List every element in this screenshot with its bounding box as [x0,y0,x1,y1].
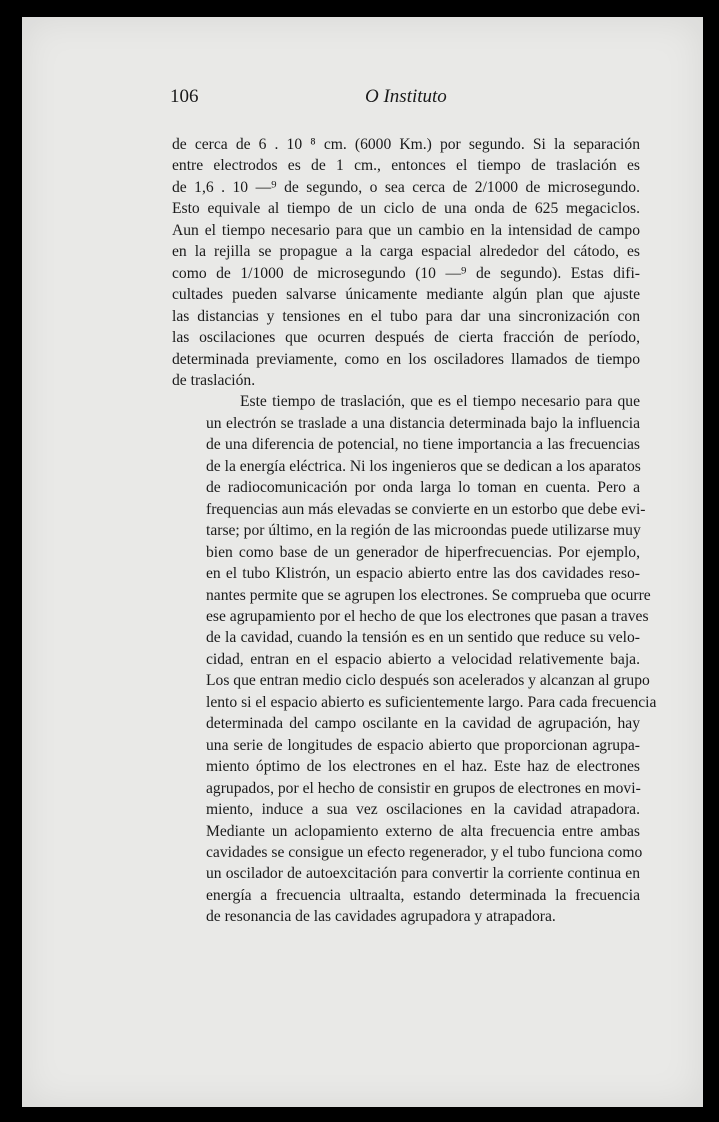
running-title: O Instituto [365,86,447,107]
text-line: Aun el tiempo necesario para que un cambio en la intensidad de campo [172,221,640,239]
text-line: energía a frecuencia ultraalta, estando determinada la frecuencia [206,886,640,904]
text-line: de cerca de 6 . 10 ⁸ cm. (6000 Km.) por segundo. Si la separación [172,136,640,153]
text-line: cultades pueden salvarse únicamente mediante algún plan que ajuste [172,286,640,304]
page-header [170,86,640,110]
text-line: Los que entran medio ciclo después son acelerados y alcanzan al grupo [206,672,650,690]
text-line: de resonancia de las cavidades agrupadora y atrapadora. [206,908,556,926]
text-line: nantes permite que se agrupen los electrones. Se comprueba que ocurre [206,586,651,604]
text-line: de traslación. [172,371,256,389]
text-line: determinada del campo oscilante en la cavidad de agrupación, hay [206,715,640,733]
text-line: agrupados, por el hecho de consistir en grupos de electrones en movi- [206,779,641,797]
text-line: Este tiempo de traslación, que es el tiempo necesario para que [240,393,640,411]
text-line: entre electrodos es de 1 cm., entonces el tiempo de traslación es [172,157,640,175]
text-line: de la energía eléctrica. Ni los ingenieros que se dedican a los aparatos [206,457,641,475]
text-line: de 1,6 . 10 —⁹ de segundo, o sea cerca de 2/1000 de microsegundo. [172,178,640,196]
text-line: tarse; por último, en la región de las microondas puede utilizarse muy [206,522,641,540]
text-line: miento óptimo de los electrones en el haz. Este haz de electrones [206,758,640,776]
text-line: ese agrupamiento por el hecho de que los electrones que pasan a traves [206,607,649,625]
text-line: cidad, entran en el espacio abierto a velocidad relativemente baja. [206,650,640,668]
text-line: de una diferencia de potencial, no tiene importancia a las frecuencias [206,436,640,454]
text-line: miento, induce a sua vez oscilaciones en la cavidad atrapadora. [206,801,640,819]
text-line: como de 1/1000 de microsegundo (10 —⁹ de segundo). Estas difi- [172,264,640,282]
text-line: un oscilador de autoexcitación para convertir la corriente continua en [206,865,640,883]
text-line: lento si el espacio abierto es suficientemente largo. Para cada frecuencia [206,693,657,711]
text-line: las distancias y tensiones en el tubo para dar una sincronización con [172,307,640,325]
paragraph-1 [172,134,640,391]
text-line: determinada previamente, como en los osciladores llamados de tiempo [172,350,640,368]
paragraph-2 [172,391,657,927]
text-line: Esto equivale al tiempo de un ciclo de una onda de 625 megaciclos. [172,200,640,218]
text-line: en la rejilla se propague a la carga espacial alrededor del cátodo, es [172,243,640,261]
text-line: de radiocomunicación por onda larga lo toman en cuenta. Pero a [206,479,640,497]
text-line: frequencias aun más elevadas se convierte en un estorbo que debe evi- [206,500,646,518]
text-line: Mediante un aclopamiento externo de alta frecuencia entre ambas [206,822,640,840]
text-line: de la cavidad, cuando la tensión es en un sentido que reduce su velo- [206,629,640,647]
text-line: bien como base de un generador de hiperfrecuencias. Por ejemplo, [206,543,640,561]
text-line: una serie de longitudes de espacio abierto que proporcionan agrupa- [206,736,640,754]
text-line: en el tubo Klistrón, un espacio abierto entre las dos cavidades reso- [206,565,640,583]
text-line: cavidades se consigue un efecto regenerador, y el tubo funciona como [206,843,643,861]
body-text [172,134,657,928]
text-line: un electrón se traslade a una distancia determinada bajo la influencia [206,414,640,432]
text-line: las oscilaciones que ocurren después de cierta fracción de período, [172,329,640,347]
page-number: 106 [170,86,199,107]
